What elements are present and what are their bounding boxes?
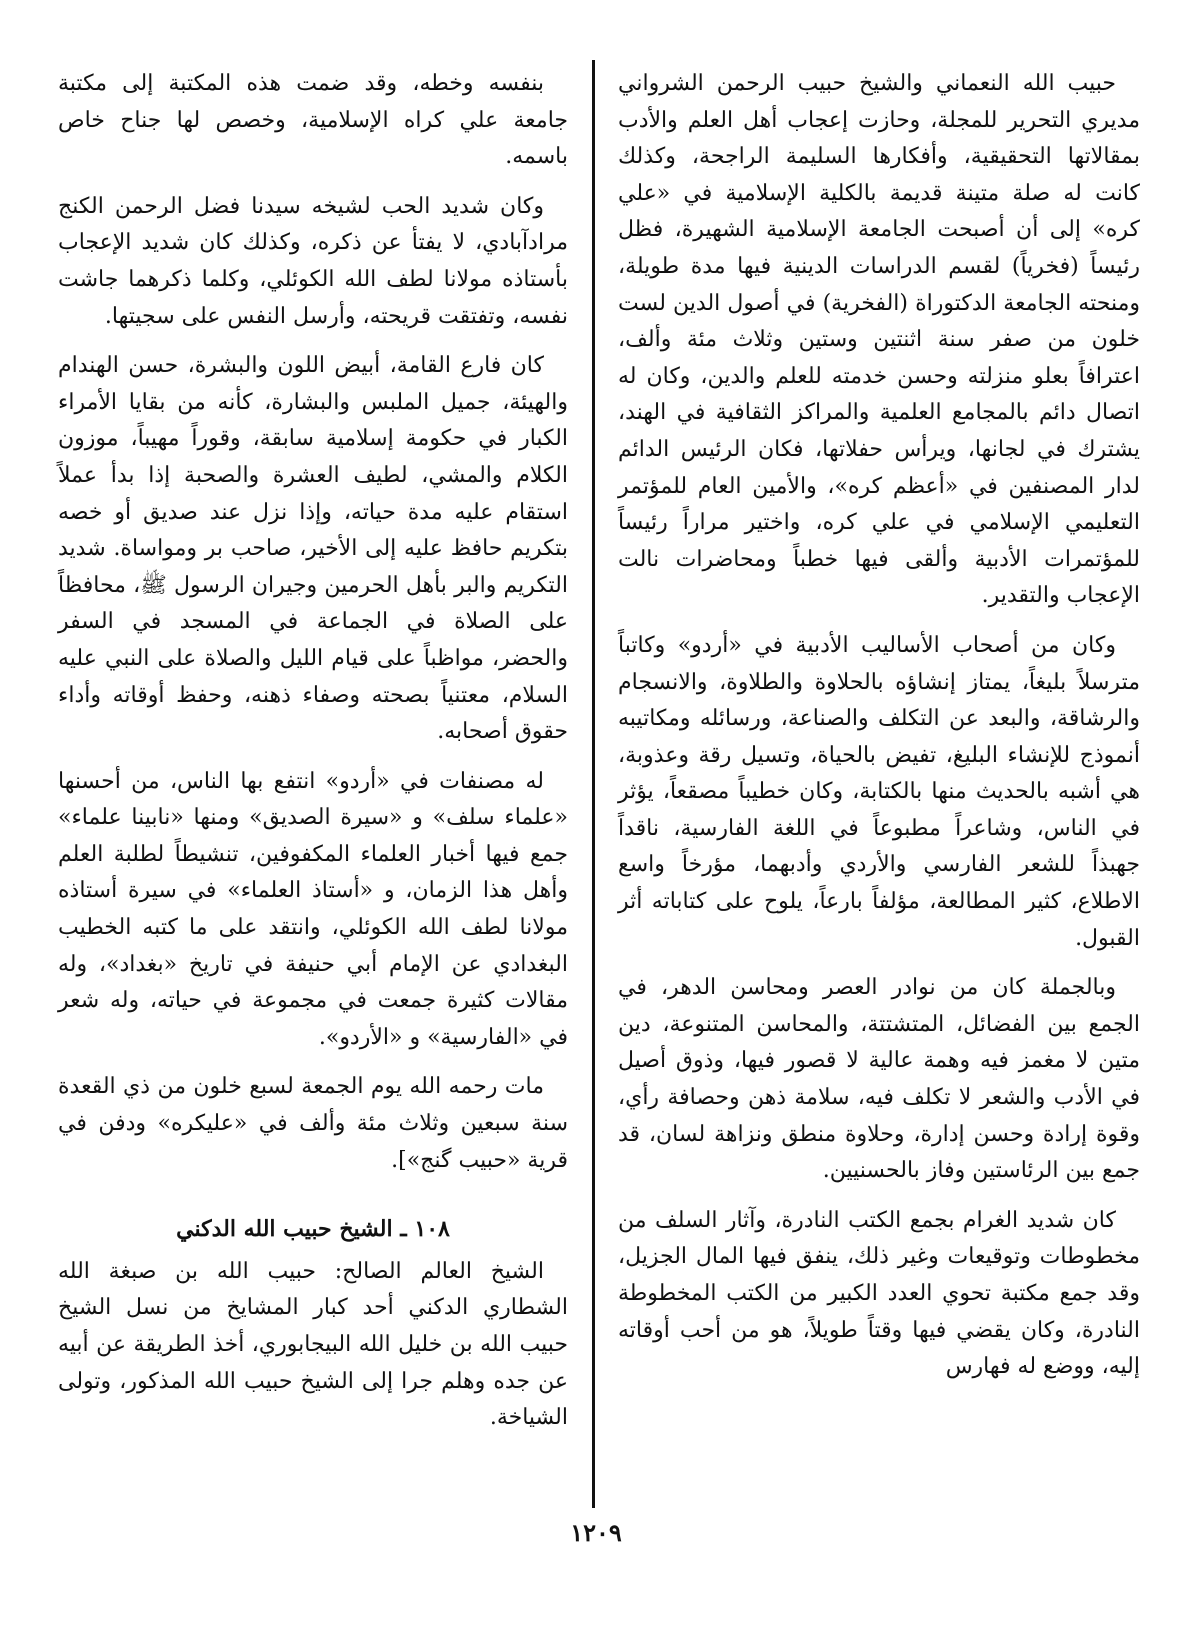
page-number: ١٢٠٩	[570, 1518, 622, 1547]
paragraph: مات رحمه الله يوم الجمعة لسبع خلون من ذي القعدة سنة سبعين وثلاث مئة وألف في «عليكره» ودفن في قرية «حبيب گنج»].	[58, 1074, 568, 1173]
paragraph: له مصنفات في «أردو» انتفع بها الناس، من أحسنها «علماء سلف» و «سيرة الصديق» ومنها «نابينا علماء» جمع فيها أخبار العلماء المكفوفين، تنشيطاً لطلبة العلم وأهل هذا الزمان، و «أستاذ العلماء» في سيرة أستاذه مولانا لطف الله الكوئلي، وانتقد على ما كتبه الخطيب البغدادي عن الإمام أبي حنيفة في تاريخ «بغداد»، وله مقالات كثيرة جمعت في مجموعة في حياته، وله شعر في «الفارسية» و «الأردو».	[58, 768, 568, 1050]
right-column	[618, 66, 1140, 1399]
paragraph: وكان شديد الحب لشيخه سيدنا فضل الرحمن الكنج مرادآبادي، لا يفتأ عن ذكره، وكذلك كان شديد الإعجاب بأستاذه مولانا لطف الله الكوئلي، وكلما ذكرهما جاشت نفسه، وتفتقت قريحته، وأرسل النفس على سجيتها.	[58, 193, 568, 329]
left-column	[58, 66, 568, 1450]
paragraph: وبالجملة كان من نوادر العصر ومحاسن الدهر، في الجمع بين الفضائل، المتشتتة، والمحاسن المتنوعة، دين متين لا مغمز فيه وهمة عالية لا قصور فيها، وذوق أصيل في الأدب والشعر لا تكلف فيه، سلامة ذهن وحصافة رأي، وقوة إرادة وحسن إدارة، وحلاوة منطق ونزاهة لسان، قد جمع بين الرئاستين وفاز بالحسنيين.	[618, 975, 1140, 1184]
paragraph: وكان من أصحاب الأساليب الأدبية في «أردو» وكاتباً مترسلاً بليغاً، يمتاز إنشاؤه بالحلاوة والطلاوة، والانسجام والرشاقة، والبعد عن التكلف والصناعة، ورسائله ومكاتيبه أنموذج للإنشاء البليغ، تفيض بالحياة، وتسيل رقة وعذوبة، هي أشبه بالحديث منها بالكتابة، وكان خطيباً مصقعاً، يؤثر في الناس، وشاعراً مطبوعاً في اللغة الفارسية، ناقداً جهبذاً للشعر الفارسي والأردي وأدبهما، مؤرخاً واسع الاطلاع، كثير المطالعة، مؤلفاً بارعاً، يلوح على كتاباته أثر القبول.	[618, 632, 1140, 951]
paragraph: كان شديد الغرام بجمع الكتب النادرة، وآثار السلف من مخطوطات وتوقيعات وغير ذلك، ينفق فيها المال الجزيل، وقد جمع مكتبة تحوي العدد الكبير من الكتب المخطوطة النادرة، وكان يقضي فيها وقتاً طويلاً، هو من أحب أوقاته إليه، ووضع له فهارس	[618, 1207, 1140, 1380]
paragraph: بنفسه وخطه، وقد ضمت هذه المكتبة إلى مكتبة جامعة علي كراه الإسلامية، وخصص لها جناح خاص باسمه.	[58, 71, 568, 170]
paragraph: حبيب الله النعماني والشيخ حبيب الرحمن الشرواني مديري التحرير للمجلة، وحازت إعجاب أهل العلم والأدب بمقالاتها التحقيقية، وأفكارها السليمة الراجحة، وكذلك كانت له صلة متينة قديمة بالكلية الإسلامية في «علي كره» إلى أن أصبحت الجامعة الإسلامية الشهيرة، فظل رئيساً (فخرياً) لقسم الدراسات الدينية فيها مدة طويلة، ومنحته الجامعة الدكتوراة (الفخرية) في أصول الدين لست خلون من صفر سنة اثنتين وستين وثلاث مئة وألف، اعترافاً بعلو منزلته وحسن خدمته للعلم والدين، وكان له اتصال دائم بالمجامع العلمية والمراكز الثقافية في الهند، يشترك في لجانها، ويرأس حفلاتها، فكان الرئيس الدائم لدار المصنفين في «أعظم كره»، والأمين العام للمؤتمر التعليمي الإسلامي في علي كره، واختير مراراً رئيساً للمؤتمرات الأدبية وألقى فيها خطباً ومحاضرات نالت الإعجاب والتقدير.	[618, 71, 1140, 609]
paragraph: كان فارع القامة، أبيض اللون والبشرة، حسن الهندام والهيئة، جميل الملبس والبشارة، كأنه من بقايا الأمراء الكبار في حكومة إسلامية سابقة، وقوراً مهيباً، موزون الكلام والمشي، لطيف العشرة والصحبة إذا بدأ عملاً استقام عليه مدة حياته، وإذا نزل عند صديق أو خصه بتكريم حافظ عليه إلى الأخير، صاحب بر ومواساة. شديد التكريم والبر بأهل الحرمين وجيران الرسول ﷺ، محافظاً على الصلاة في الجماعة في المسجد في السفر والحضر، مواظباً على قيام الليل والصلاة على النبي عليه السلام، معتنياً بصحته وصفاء ذهنه، وحفظ أوقاته وأداء حقوق أصحابه.	[58, 353, 568, 745]
column-divider	[592, 60, 595, 1508]
paragraph: الشيخ العالم الصالح: حبيب الله بن صبغة الله الشطاري الدكني أحد كبار المشايخ من نسل الشيخ حبيب الله بن خليل الله البيجابوري، أخذ الطريقة عن أبيه عن جده وهلم جرا إلى الشيخ حبيب الله المذكور، وتولى الشياخة.	[58, 1258, 568, 1431]
section-heading: ١٠٨ ـ الشيخ حبيب الله الدكني	[176, 1216, 450, 1243]
